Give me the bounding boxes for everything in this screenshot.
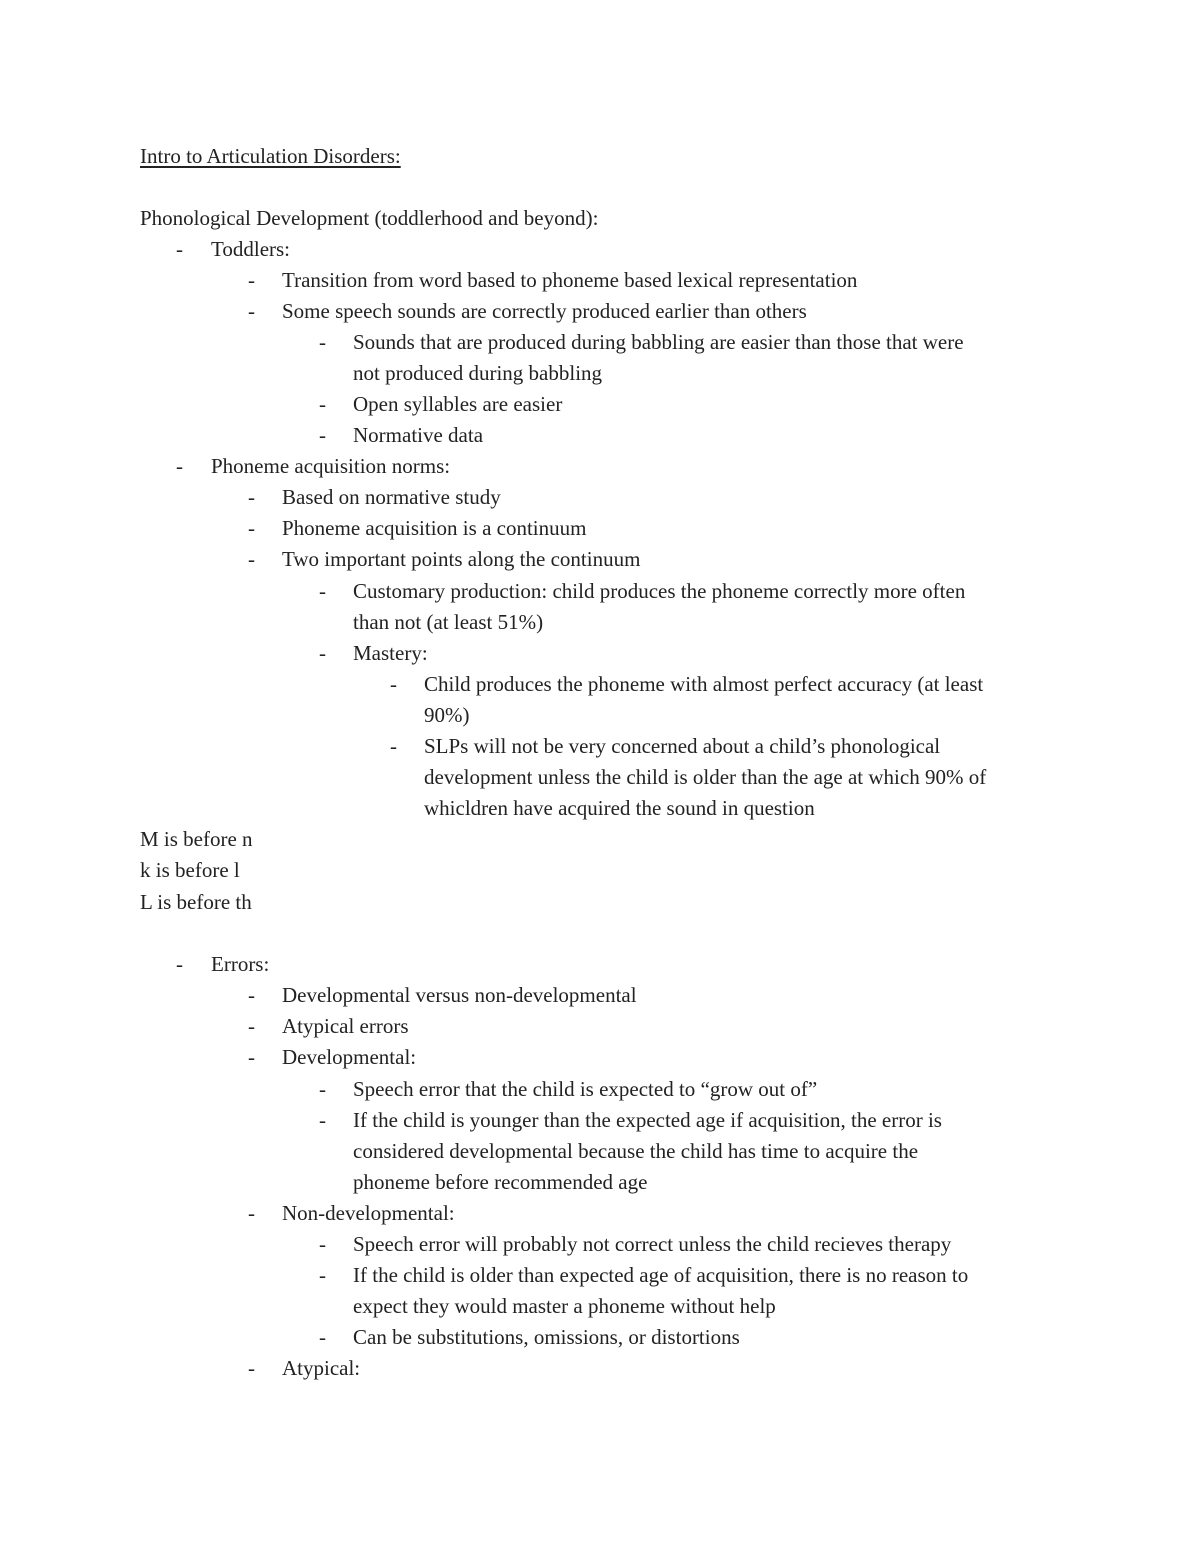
bullet-dash: -	[319, 423, 326, 447]
list-item: Can be substitutions, omissions, or distortions	[353, 1325, 740, 1349]
list-item-continuation: not produced during babbling	[353, 361, 603, 385]
list-item: SLPs will not be very concerned about a child’s phonological	[424, 734, 941, 758]
list-item: Speech error will probably not correct unless the child recieves therapy	[353, 1232, 952, 1256]
list-item: Open syllables are easier	[353, 392, 563, 416]
list-item: Normative data	[353, 423, 484, 447]
list-item: Customary production: child produces the phoneme correctly more often	[353, 579, 966, 603]
bullet-dash: -	[248, 1045, 255, 1069]
list-item-continuation: whicldren have acquired the sound in question	[424, 796, 815, 820]
list-item-norms: Phoneme acquisition norms:	[211, 454, 451, 478]
note-line: L is before th	[140, 890, 252, 914]
bullet-dash: -	[319, 392, 326, 416]
list-item: Atypical errors	[282, 1014, 409, 1038]
list-item: Some speech sounds are correctly produced earlier than others	[282, 299, 807, 323]
list-item: Phoneme acquisition is a continuum	[282, 516, 587, 540]
bullet-dash: -	[176, 454, 183, 478]
list-item-continuation: 90%)	[424, 703, 470, 727]
bullet-dash: -	[248, 1201, 255, 1225]
bullet-dash: -	[248, 485, 255, 509]
bullet-dash: -	[319, 579, 326, 603]
list-item: Developmental versus non-developmental	[282, 983, 637, 1007]
note-line: M is before n	[140, 827, 253, 851]
bullet-dash: -	[319, 1325, 326, 1349]
list-item: Transition from word based to phoneme based lexical representation	[282, 268, 858, 292]
list-item-atypical: Atypical:	[282, 1356, 361, 1380]
list-item: Speech error that the child is expected to “grow out of”	[353, 1077, 818, 1101]
bullet-dash: -	[319, 1232, 326, 1256]
bullet-dash: -	[390, 672, 397, 696]
list-item: Sounds that are produced during babbling are easier than those that were	[353, 330, 964, 354]
list-item-nondevelopmental: Non-developmental:	[282, 1201, 455, 1225]
bullet-dash: -	[248, 299, 255, 323]
bullet-dash: -	[319, 1108, 326, 1132]
bullet-dash: -	[176, 952, 183, 976]
bullet-dash: -	[176, 237, 183, 261]
section-heading: Phonological Development (toddlerhood and beyond):	[140, 206, 599, 230]
bullet-dash: -	[319, 1263, 326, 1287]
list-item: Two important points along the continuum	[282, 547, 641, 571]
list-item-toddlers: Toddlers:	[211, 237, 291, 261]
document-title: Intro to Articulation Disorders:	[140, 144, 401, 168]
list-item: If the child is older than expected age of acquisition, there is no reason to	[353, 1263, 969, 1287]
bullet-dash: -	[248, 1356, 255, 1380]
bullet-dash: -	[390, 734, 397, 758]
note-line: k is before l	[140, 858, 240, 882]
bullet-dash: -	[248, 547, 255, 571]
list-item-continuation: expect they would master a phoneme without help	[353, 1294, 776, 1318]
bullet-dash: -	[319, 641, 326, 665]
bullet-dash: -	[319, 330, 326, 354]
list-item-errors: Errors:	[211, 952, 270, 976]
list-item-mastery: Mastery:	[353, 641, 428, 665]
list-item-continuation: development unless the child is older than the age at which 90% of	[424, 765, 987, 789]
bullet-dash: -	[248, 983, 255, 1007]
list-item: If the child is younger than the expected age if acquisition, the error is	[353, 1108, 942, 1132]
list-item-continuation: phoneme before recommended age	[353, 1170, 648, 1194]
list-item-developmental: Developmental:	[282, 1045, 417, 1069]
bullet-dash: -	[248, 268, 255, 292]
bullet-dash: -	[248, 516, 255, 540]
list-item-continuation: considered developmental because the child has time to acquire the	[353, 1139, 919, 1163]
list-item-continuation: than not (at least 51%)	[353, 610, 544, 634]
list-item: Based on normative study	[282, 485, 501, 509]
bullet-dash: -	[319, 1077, 326, 1101]
bullet-dash: -	[248, 1014, 255, 1038]
list-item: Child produces the phoneme with almost perfect accuracy (at least	[424, 672, 984, 696]
